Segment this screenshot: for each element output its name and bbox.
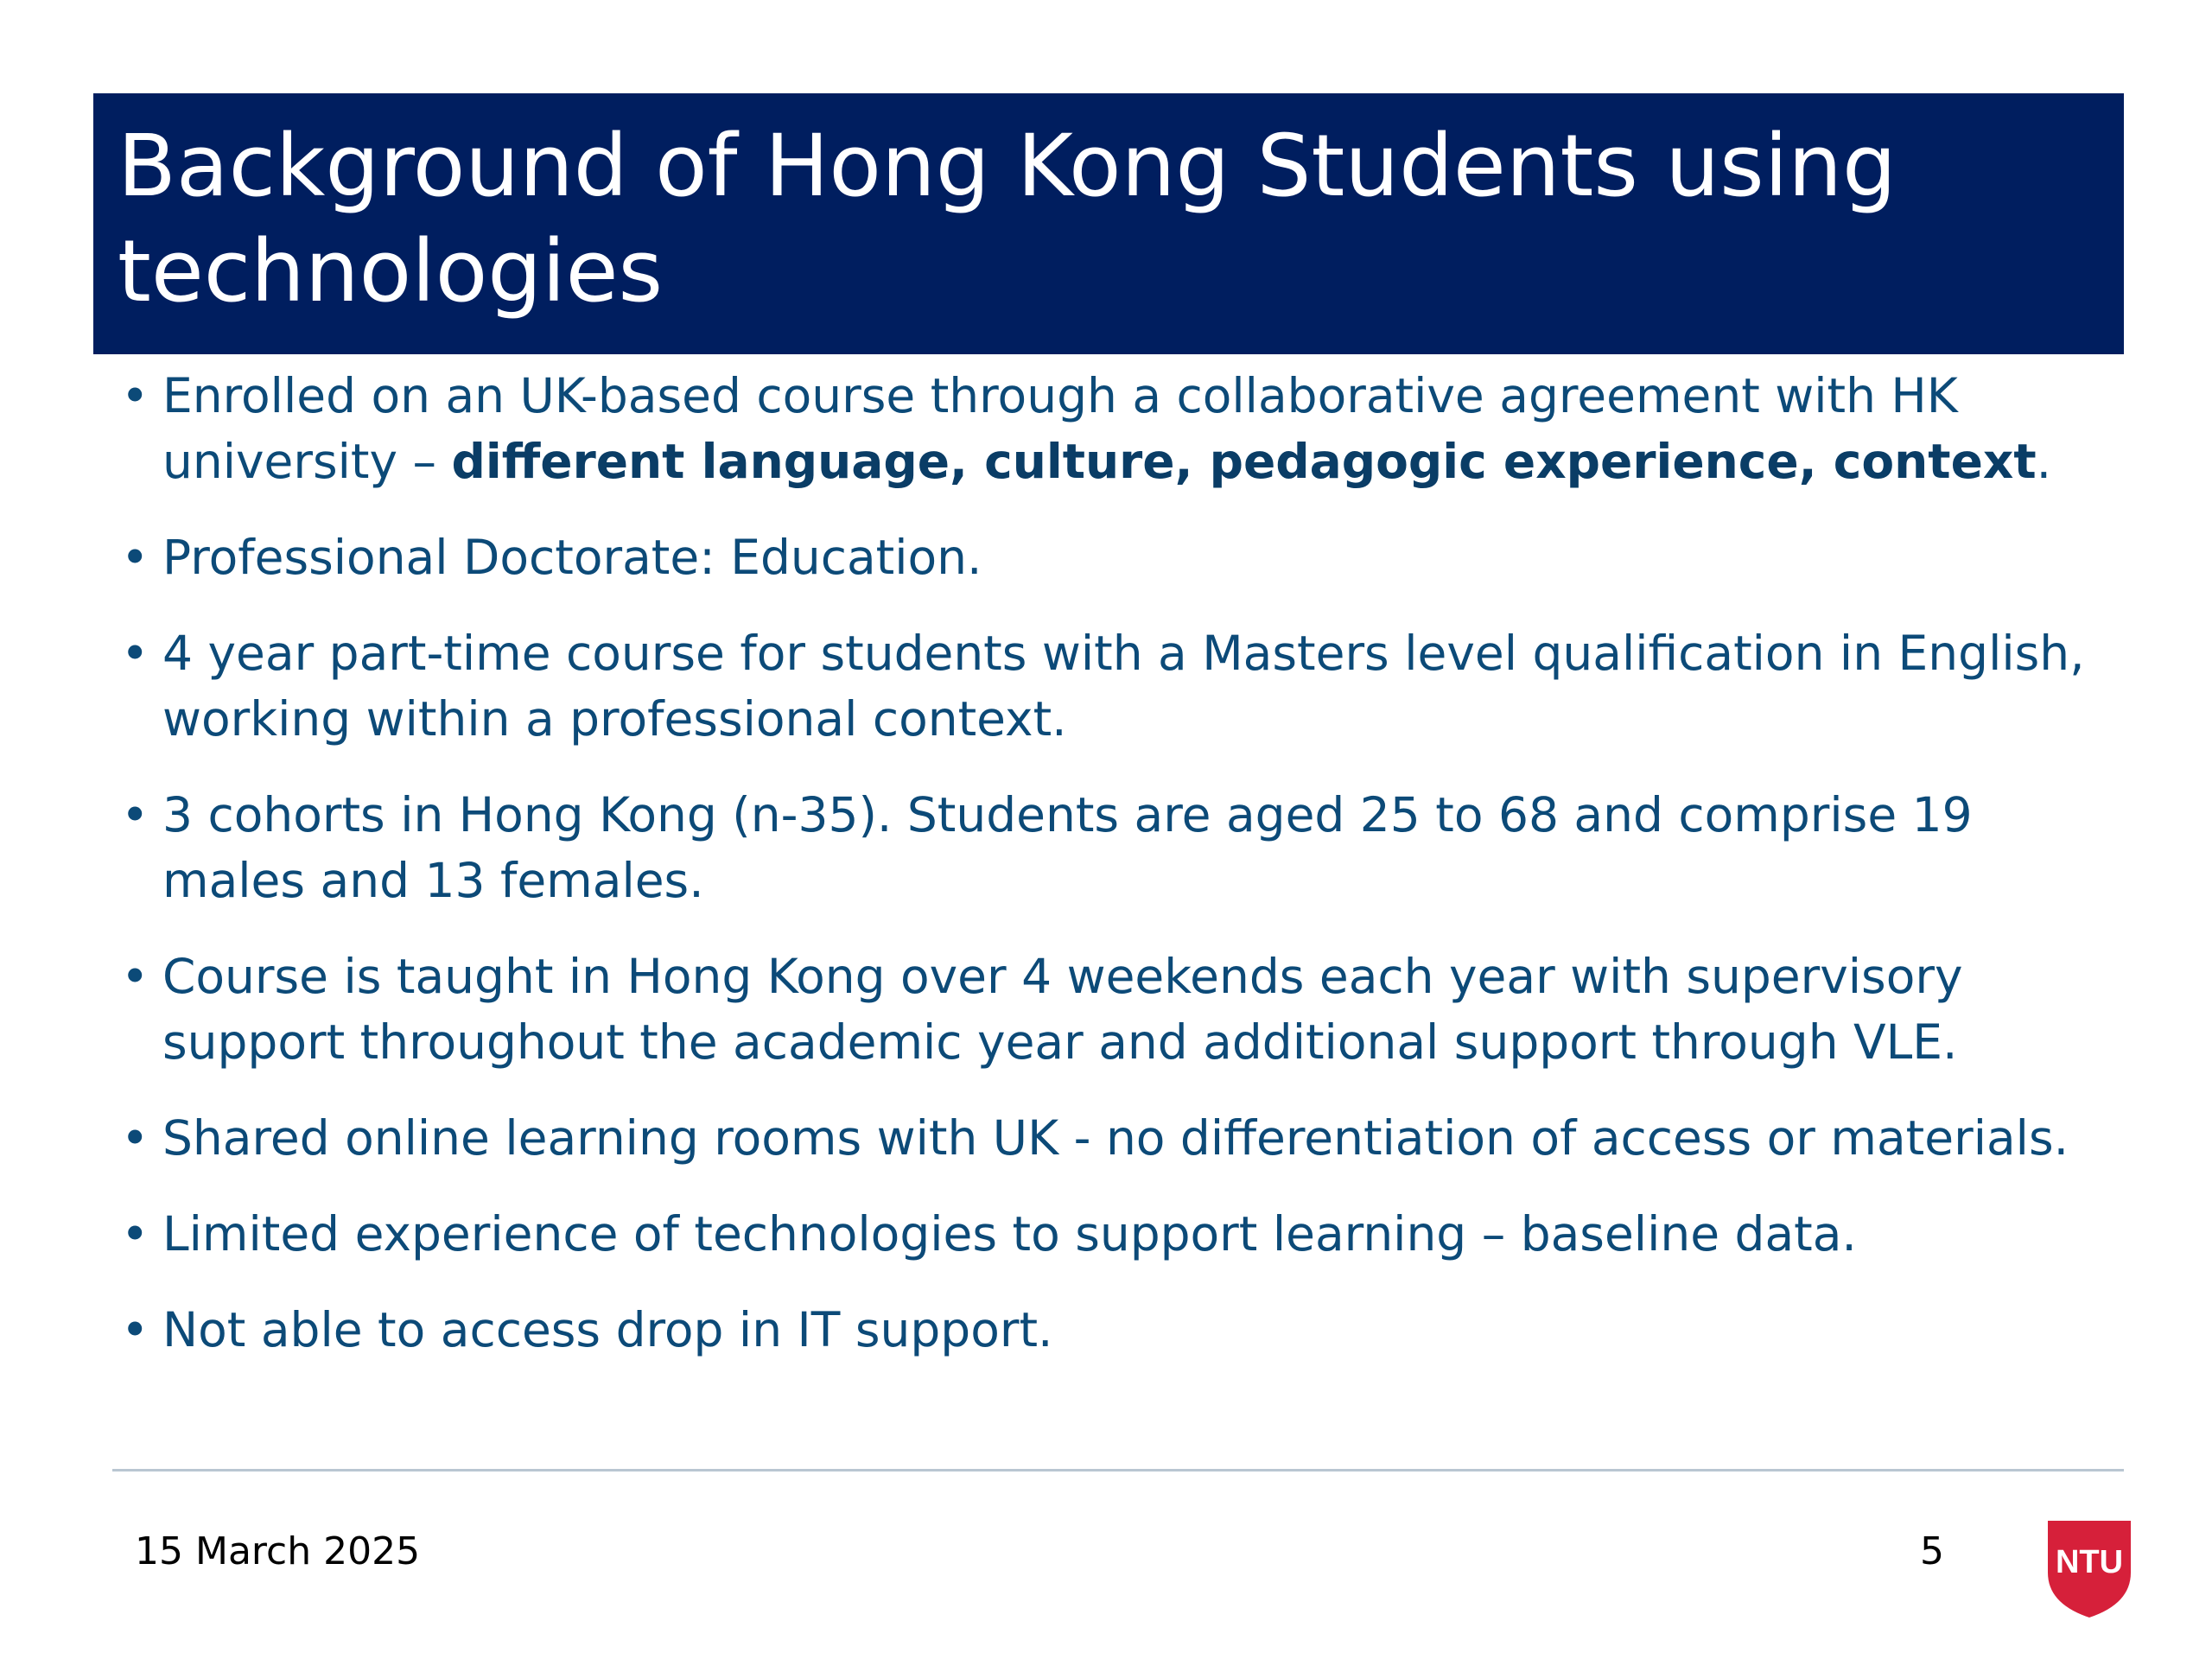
bullet-list — [112, 363, 2100, 1393]
footer-date: 15 March 2025 — [135, 1529, 421, 1573]
bullet-text: 3 cohorts in Hong Kong (n-35). Students are aged 25 to 68 and comprise 19 males and 13 females. — [162, 787, 1973, 908]
bullet-item — [112, 1105, 2100, 1171]
bullet-icon: • — [121, 949, 149, 1004]
bullet-item — [112, 944, 2100, 1075]
bullet-text: Not able to access drop in IT support. — [162, 1302, 1053, 1357]
bullet-icon: • — [121, 626, 149, 681]
bullet-item — [112, 1297, 2100, 1363]
bullet-text: Enrolled on an UK-based course through a collaborative agreement with HK university – — [162, 368, 1958, 489]
bullet-item — [112, 524, 2100, 590]
bullet-item — [112, 1201, 2100, 1267]
bullet-icon: • — [121, 530, 149, 585]
bullet-bold-text: different language, culture, pedagogic experience, context — [451, 434, 2037, 489]
bullet-text: Limited experience of technologies to support learning – baseline data. — [162, 1206, 1857, 1262]
bullet-item — [112, 363, 2100, 494]
bullet-item — [112, 782, 2100, 913]
bullet-text: Course is taught in Hong Kong over 4 weekends each year with supervisory support throughout the academic year and additional support through VLE. — [162, 949, 1963, 1070]
bullet-text-end: . — [2036, 434, 2052, 489]
bullet-icon: • — [121, 1206, 149, 1262]
bullet-icon: • — [121, 787, 149, 842]
title-bar — [93, 93, 2124, 354]
bullet-text: Shared online learning rooms with UK - no differentiation of access or materials. — [162, 1110, 2069, 1166]
ntu-logo — [2044, 1517, 2134, 1619]
bullet-icon: • — [121, 1110, 149, 1166]
slide-title: Background of Hong Kong Students using technologies — [118, 117, 1897, 321]
page-number: 5 — [1920, 1529, 1944, 1573]
logo-text: NTU — [2055, 1544, 2124, 1580]
bullet-text: Professional Doctorate: Education. — [162, 530, 982, 585]
bullet-icon: • — [121, 1302, 149, 1357]
bullet-icon: • — [121, 368, 149, 423]
bullet-text: 4 year part-time course for students with a Masters level qualification in English, working within a professional context. — [162, 626, 2085, 747]
bullet-item — [112, 620, 2100, 752]
footer-divider — [112, 1469, 2124, 1471]
